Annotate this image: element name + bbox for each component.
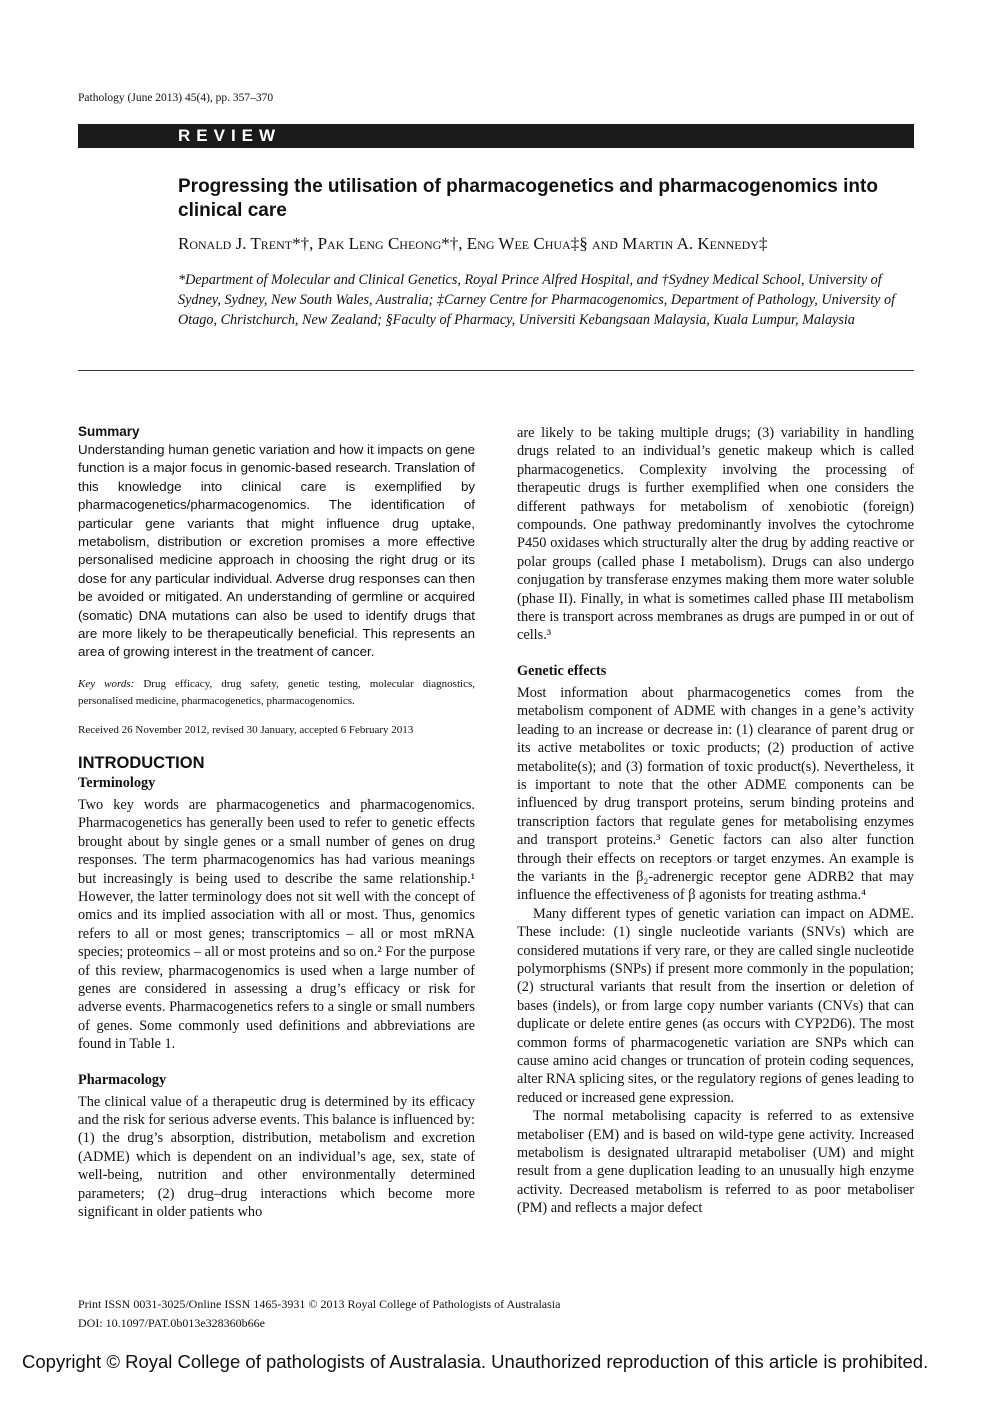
keywords (78, 676, 475, 710)
header-divider (78, 370, 914, 371)
genetic-effects-paragraph-2: Many different types of genetic variation can impact on ADME. These include: (1) single nucleotide variants (SNVs) which are considered mutations if very rare, or they are called single nucleotide polymorphisms (SNPs) if present more commonly in the population; (2) structural variants that result from the insertion or deletion of bases (indels), or from large copy number variants (CNVs) that can duplicate or delete entire genes (as occurs with CYP2D6). The most common forms of pharmacogenetic variation are SNPs which can cause amino acid changes or truncation of protein coding sequences, alter RNA splicing sites, or the regulatory regions of genes leading to reduced or increased gene expression. (517, 905, 914, 1106)
summary-heading: Summary (78, 424, 140, 439)
keywords-label: Key words: (78, 677, 135, 690)
right-column (517, 424, 914, 1218)
genetic-effects-paragraph-1: Most information about pharmacogenetics comes from the metabolism component of ADME with changes in a gene’s activity leading to an increase or decrease in: (1) clearance of parent drug or its active metabolites or toxic products; (2) production of active metabolite(s); and (3) formation of toxic product(s). Nevertheless, it is important to note that the other ADME components can be influenced by drug transport proteins, serum binding proteins and transcription factors that regulate genes for metabolising enzymes and transport proteins.³ Genetic factors can also alter function through their effects on receptors or target enzymes. An example is the variants in the β₂-adrenergic receptor gene ADRB2 that may influence the effectiveness of β agonists for treating asthma.⁴ (517, 684, 914, 904)
genetic-effects-paragraph-3: The normal metabolising capacity is referred to as extensive metaboliser (EM) and is based on wild-type gene activity. Increased metabolism is designated ultrarapid metaboliser (UM) and might result from a gene duplication leading to an unusually high enzyme activity. Decreased metabolism is referred to as poor metaboliser (PM) and reflects a major defect (517, 1108, 914, 1217)
doi-line: DOI: 10.1097/PAT.0b013e328360b66e (78, 1316, 265, 1330)
issn-line: Print ISSN 0031-3025/Online ISSN 1465-3931 © 2013 Royal College of Pathologists of Australasia (78, 1297, 561, 1311)
copyright-notice: Copyright © Royal College of pathologists of Australasia. Unauthorized reproduction of this article is prohibited. (22, 1351, 929, 1372)
pharmacology-heading: Pharmacology (78, 1071, 167, 1088)
terminology-heading: Terminology (78, 774, 156, 791)
pharmacology-text: The clinical value of a therapeutic drug is determined by its efficacy and the risk for serious adverse events. This balance is influenced by: (1) the drug’s absorption, distribution, metabolism and excretion (ADME) which is dependent on an individual’s age, sex, state of well-being, nutrition and other environmentally determined parameters; (2) drug–drug interactions which become more significant in older patients who (78, 1093, 475, 1220)
summary-text: Understanding human genetic variation and how it impacts on gene function is a major focus in genomic-based research. Translation of this knowledge into clinical care is exemplified by pharmacogenetics/pharmacogenomics. The identification of particular gene variants that might influence drug uptake, metabolism, distribution or excretion promises a more effective personalised medicine approach in choosing the right drug or its dose for any particular individual. Adverse drug responses can then be avoided or mitigated. An understanding of germline or acquired (somatic) DNA mutations can also be used to identify drugs that are more likely to be therapeutically beneficial. This represents an area of growing interest in the treatment of cancer. (78, 442, 475, 660)
section-label: REVIEW (178, 126, 282, 145)
received-dates: Received 26 November 2012, revised 30 January, accepted 6 February 2013 (78, 723, 414, 736)
article-title: Progressing the utilisation of pharmacogenetics and pharmacogenomics into clinical care (178, 176, 878, 221)
keywords-text: Drug efficacy, drug safety, genetic testing, molecular diagnostics, personalised medicine, pharmacogenetics, pharmacogenomics. (78, 677, 475, 707)
author-list: Ronald J. Trent*†, Pak Leng Cheong*†, Eng Wee Chua‡§ and Martin A. Kennedy‡ (178, 234, 768, 253)
affiliations: *Department of Molecular and Clinical Genetics, Royal Prince Alfred Hospital, and †Sydney Medical School, University of Sydney, Sydney, New South Wales, Australia; ‡Carney Centre for Pharmacogenomics, Department of Pathology, University of Otago, Christchurch, New Zealand; §Faculty of Pharmacy, Universiti Kebangsaan Malaysia, Kuala Lumpur, Malaysia (178, 272, 896, 328)
continuation-text: are likely to be taking multiple drugs; (3) variability in handling drugs related to an individual’s genetic makeup which is called pharmacogenetics. Complexity involving the processing of therapeutic drugs is further exemplified when one considers the different pathways for metabolism of xenobiotic (foreign) compounds. One pathway predominantly involves the cytochrome P450 oxidases which structurally alter the drug by adding reactive or polar groups (called phase I metabolism). Drugs can also undergo conjugation by transferase enzymes making them more water soluble (phase II). Finally, in what is sometimes called phase III metabolism there is transport across membranes as drugs are pumped in or out of cells.³ (517, 425, 914, 644)
journal-citation: Pathology (June 2013) 45(4), pp. 357–370 (78, 92, 274, 104)
genetic-effects-heading: Genetic effects (517, 662, 607, 679)
section-banner (78, 124, 914, 148)
left-column (78, 424, 475, 1221)
terminology-text: Two key words are pharmacogenetics and pharmacogenomics. Pharmacogenetics has generally been used to refer to genetic effects brought about by single genes or a small number of genes on drug responses. The term pharmacogenomics has had various meanings but increasingly is being used to describe the same relationship.¹ However, the latter terminology does not sit well with the concept of omics and its implied association with all or most. Thus, genomics refers to all or most genes; transcriptomics – all or most mRNA species; proteomics – all or most proteins and so on.² For the purpose of this review, pharmacogenomics is used when a large number of genes are considered in assessing a drug’s efficacy or risk for adverse events. Pharmacogenetics refers to a single or small numbers of genes. Some commonly used definitions and abbreviations are found in Table 1. (78, 796, 475, 1053)
introduction-heading: INTRODUCTION (78, 753, 205, 772)
